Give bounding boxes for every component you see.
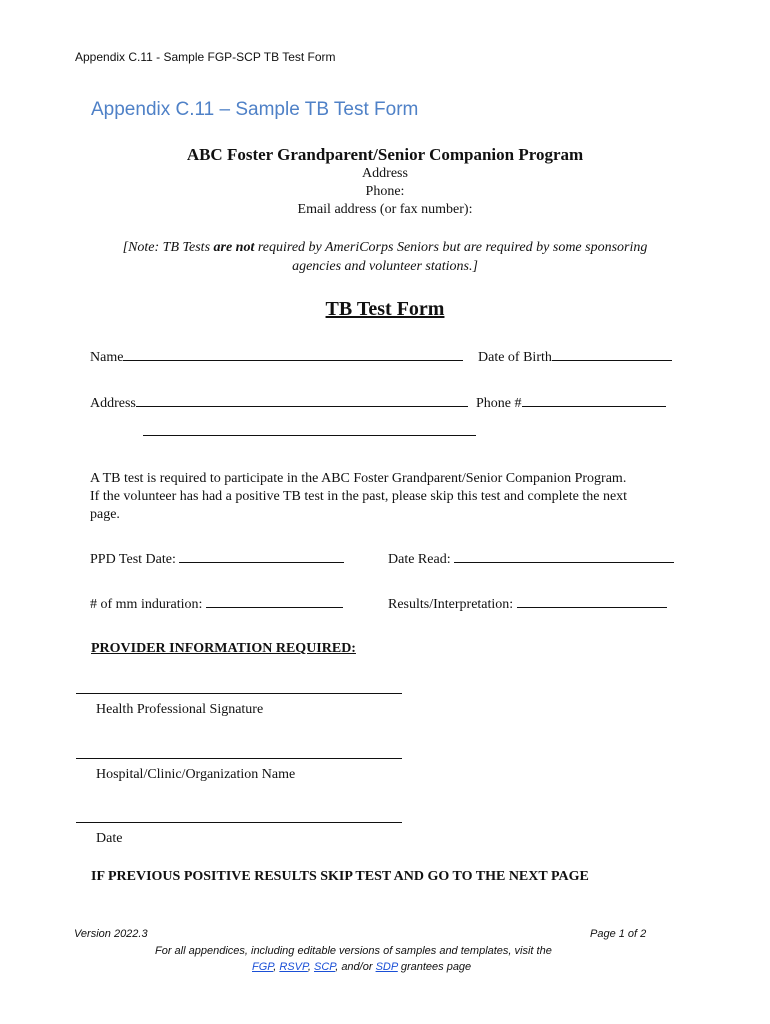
separator: , [307, 961, 314, 973]
link-sdp[interactable]: SDP [375, 961, 398, 973]
date-read-field[interactable] [388, 550, 674, 568]
footer-tail: grantees page [397, 961, 472, 973]
dob-field[interactable] [478, 348, 672, 366]
name-label: Name [90, 350, 124, 365]
note-text: required by AmeriCorps Seniors but are required by some sponsoring [254, 240, 648, 255]
instructions [90, 470, 627, 524]
address-line-2[interactable] [143, 435, 476, 436]
link-scp[interactable]: SCP [314, 961, 336, 973]
name-field[interactable] [90, 348, 463, 366]
form-title: TB Test Form [325, 298, 445, 320]
link-rsvp[interactable]: RSVP [279, 961, 308, 973]
address-field[interactable] [90, 394, 468, 412]
signature-line[interactable] [76, 693, 402, 694]
instruction-line: If the volunteer has had a positive TB test in the past, please skip this test and complete the next [90, 489, 628, 504]
program-name: ABC Foster Grandparent/Senior Companion Program [186, 145, 584, 164]
page-title: Appendix C.11 – Sample TB Test Form [91, 99, 419, 120]
results-field[interactable] [388, 595, 667, 613]
organization-line[interactable] [76, 758, 402, 759]
footer-links [252, 961, 471, 973]
note-emphasis: are not [213, 240, 255, 255]
note-line1 [0, 240, 770, 256]
phone-label: Phone # [476, 396, 522, 411]
program-address: Address [362, 166, 408, 181]
separator: , and/or [335, 961, 376, 973]
provider-heading: PROVIDER INFORMATION REQUIRED: [91, 641, 356, 656]
dob-label: Date of Birth [478, 350, 552, 365]
skip-notice: IF PREVIOUS POSITIVE RESULTS SKIP TEST AND GO TO THE NEXT PAGE [91, 869, 589, 884]
signature-label: Health Professional Signature [96, 702, 264, 717]
instruction-line: page. [90, 507, 120, 522]
date-label: Date [96, 831, 123, 846]
instruction-line: A TB test is required to participate in the ABC Foster Grandparent/Senior Companion Program. [90, 471, 627, 486]
organization-label: Hospital/Clinic/Organization Name [96, 767, 296, 782]
note-text: [Note: TB Tests [122, 240, 214, 255]
phone-field[interactable] [476, 394, 666, 412]
version: Version 2022.3 [74, 928, 148, 940]
induration-label: # of mm induration: [90, 597, 203, 612]
date-read-label: Date Read: [388, 552, 451, 567]
link-fgp[interactable]: FGP [252, 961, 274, 973]
page-number: Page 1 of 2 [590, 928, 647, 940]
address-label: Address [90, 396, 136, 411]
date-line[interactable] [76, 822, 402, 823]
note-line2: agencies and volunteer stations.] [292, 259, 478, 274]
results-label: Results/Interpretation: [388, 597, 514, 612]
footer-line: For all appendices, including editable versions of samples and templates, visit the [155, 945, 552, 957]
program-email: Email address (or fax number): [297, 202, 473, 217]
separator: , [273, 961, 280, 973]
running-header: Appendix C.11 - Sample FGP-SCP TB Test Form [75, 50, 336, 64]
program-phone: Phone: [365, 184, 405, 199]
ppd-date-label: PPD Test Date: [90, 552, 176, 567]
ppd-date-field[interactable] [90, 550, 344, 568]
induration-field[interactable] [90, 595, 343, 613]
